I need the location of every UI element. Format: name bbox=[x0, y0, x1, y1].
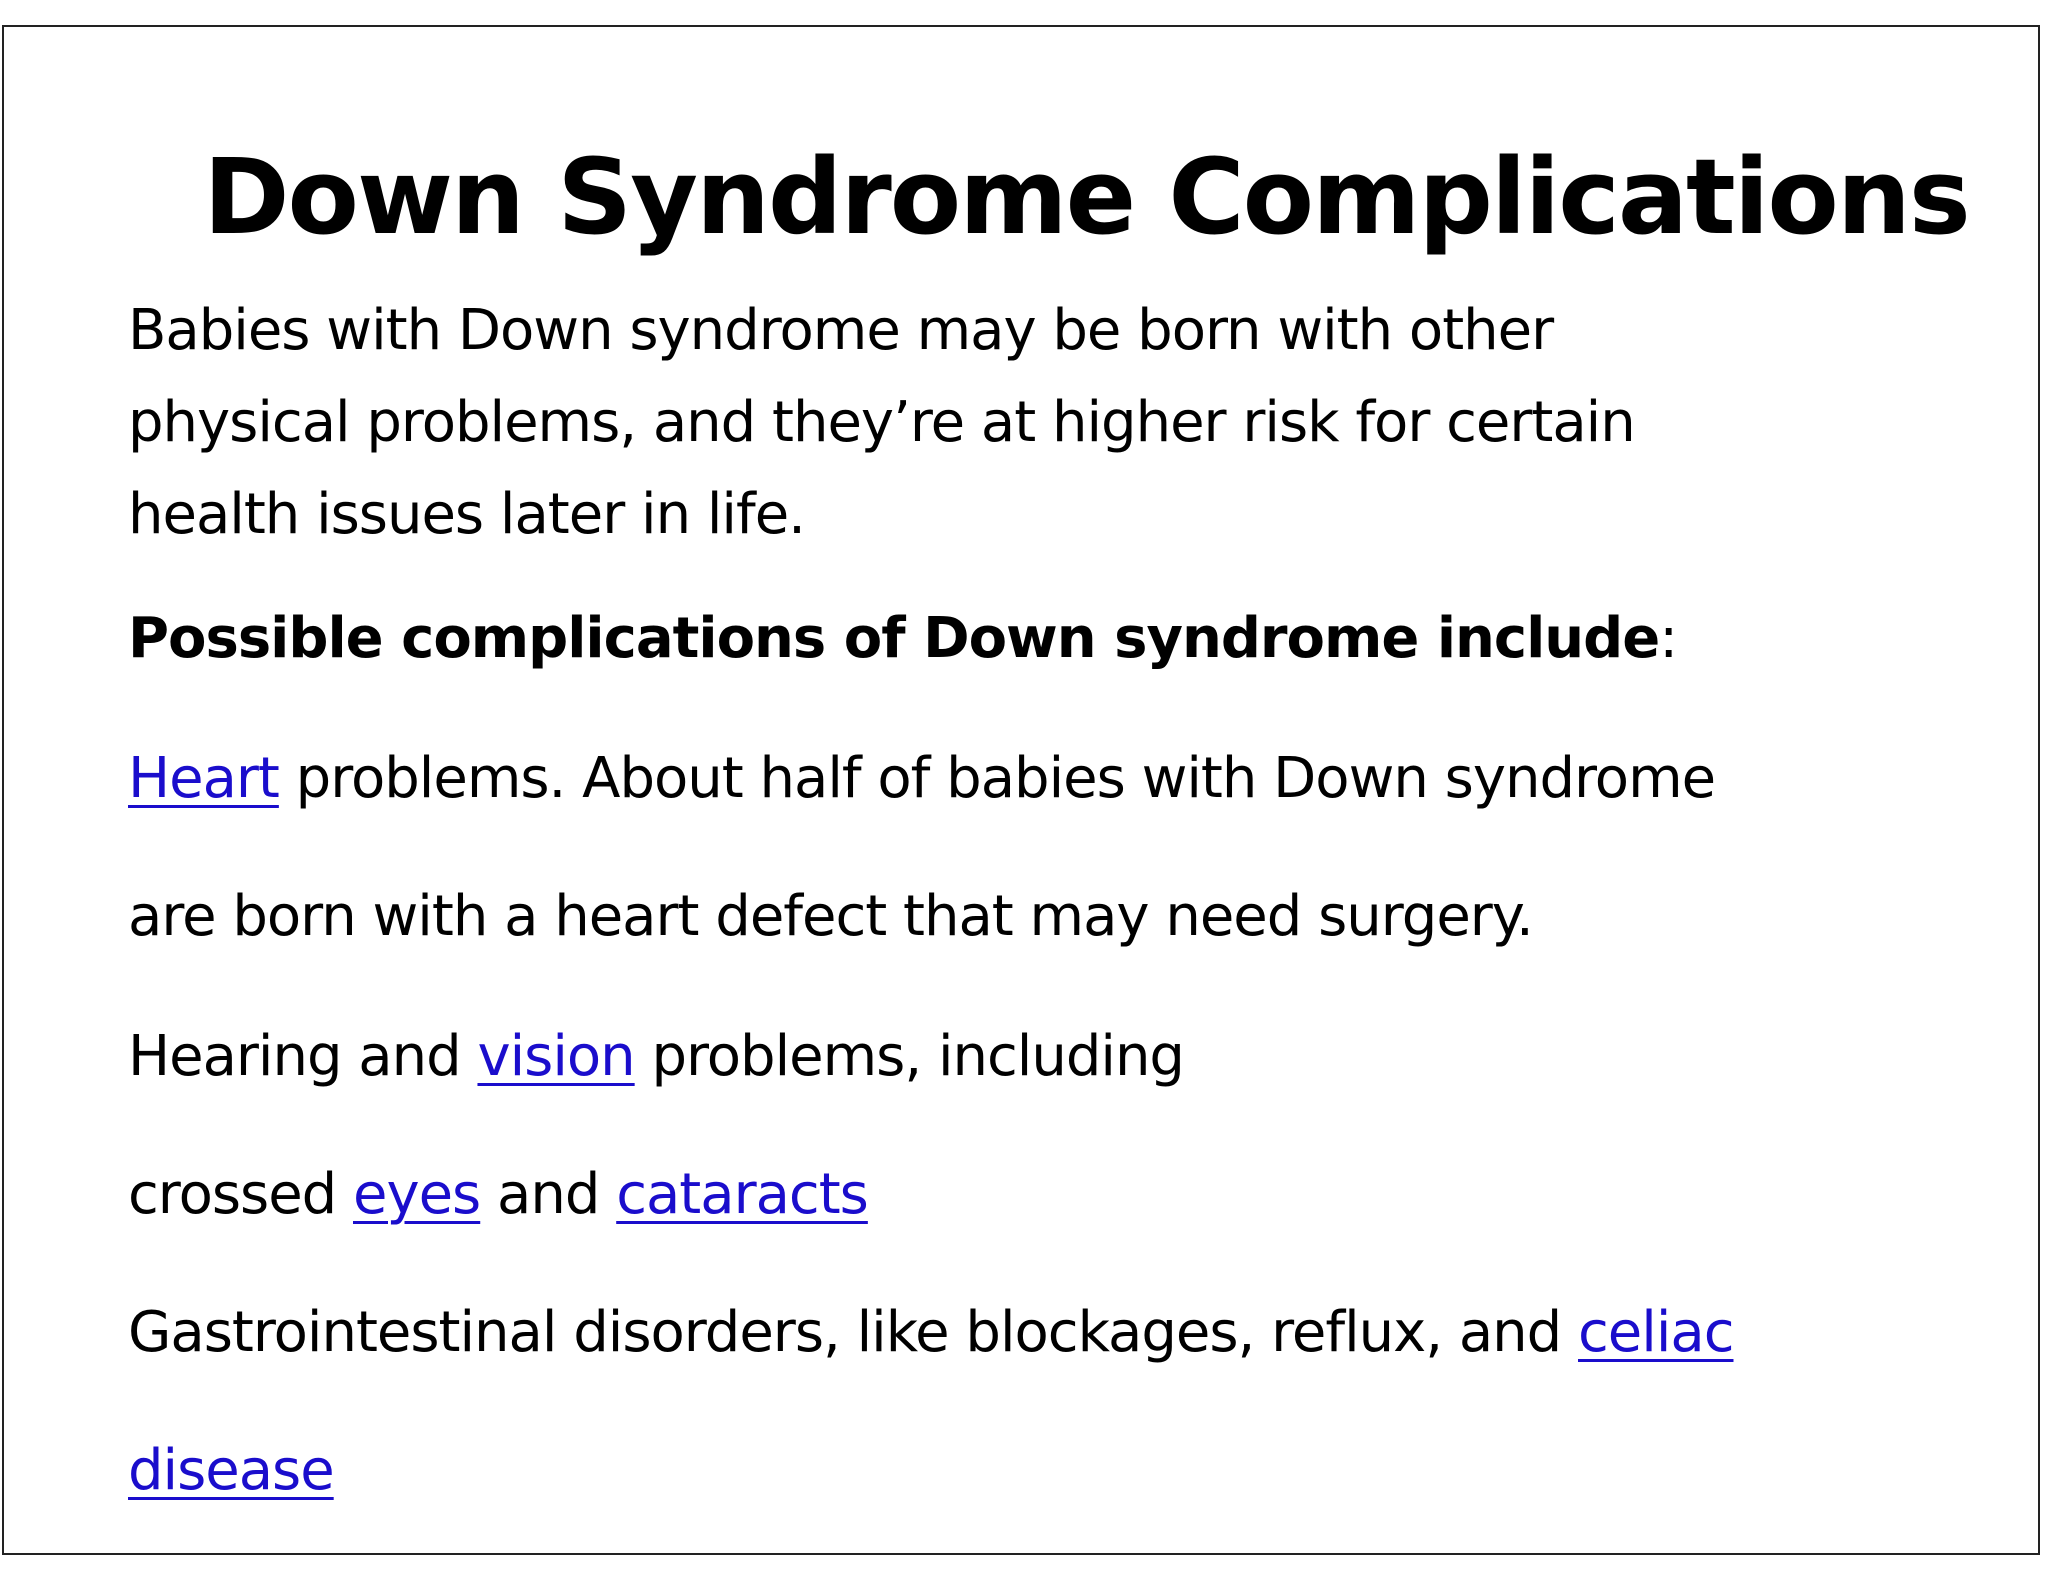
hearing-line-1 bbox=[128, 1023, 1184, 1090]
complications-heading bbox=[128, 605, 1677, 672]
complications-heading-colon: : bbox=[1659, 606, 1678, 671]
page-title: Down Syndrome Complications bbox=[203, 136, 1969, 258]
crossed-text: crossed bbox=[128, 1162, 353, 1227]
intro-line-3: health issues later in life. bbox=[128, 482, 805, 547]
gastro-line-1 bbox=[128, 1299, 1733, 1366]
slide bbox=[2, 25, 2040, 1555]
heart-line-2: are born with a heart defect that may need surgery. bbox=[128, 884, 1533, 949]
hearing-text: problems, including bbox=[634, 1024, 1184, 1089]
heart-text: problems. About half of babies with Down syndrome bbox=[278, 746, 1716, 811]
vision-link[interactable]: vision bbox=[477, 1024, 635, 1089]
celiac-link[interactable]: celiac bbox=[1578, 1300, 1734, 1365]
intro-line-2: physical problems, and they’re at higher risk for certain bbox=[128, 390, 1635, 455]
cataracts-link[interactable]: cataracts bbox=[616, 1162, 868, 1227]
intro-line-1: Babies with Down syndrome may be born with other bbox=[128, 298, 1554, 363]
gastro-line-2 bbox=[128, 1437, 334, 1504]
heart-link[interactable]: Heart bbox=[128, 746, 279, 811]
and-text: and bbox=[480, 1162, 617, 1227]
gastro-text: Gastrointestinal disorders, like blockages, reflux, and bbox=[128, 1300, 1579, 1365]
disease-link[interactable]: disease bbox=[128, 1438, 334, 1503]
eyes-link[interactable]: eyes bbox=[353, 1162, 481, 1227]
heart-line-1 bbox=[128, 745, 1715, 812]
hearing-line-2 bbox=[128, 1161, 868, 1228]
hearing-prefix: Hearing and bbox=[128, 1024, 478, 1089]
complications-heading-text: Possible complications of Down syndrome include bbox=[128, 606, 1660, 671]
